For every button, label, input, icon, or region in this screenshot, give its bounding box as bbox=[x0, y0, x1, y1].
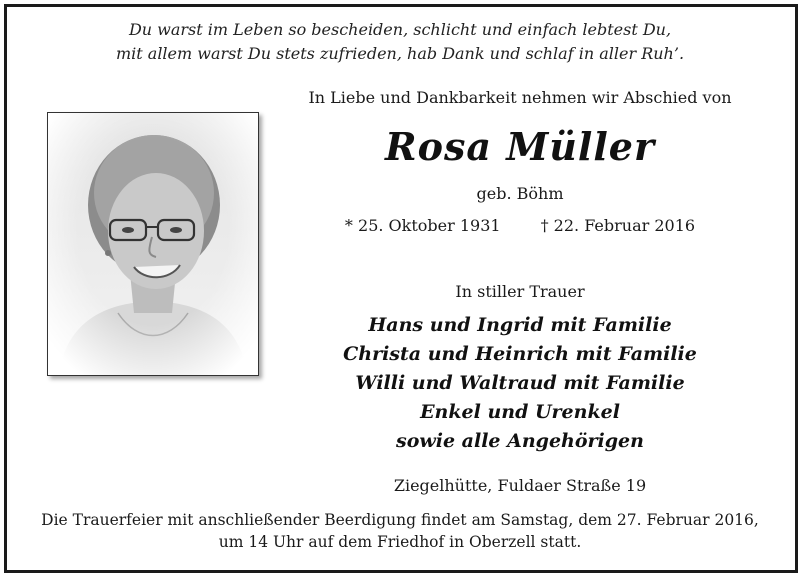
mourners-list bbox=[270, 311, 770, 456]
mourning-label: In stiller Trauer bbox=[455, 282, 585, 301]
family-address: Ziegelhütte, Fuldaer Straße 19 bbox=[393, 476, 647, 495]
deceased-name: Rosa Müller bbox=[385, 124, 655, 169]
mourner-line: Willi und Waltraud mit Familie bbox=[355, 372, 685, 394]
mourner-line: Enkel und Urenkel bbox=[420, 401, 620, 423]
service-line-2: um 14 Uhr auf dem Friedhof in Oberzell statt. bbox=[218, 533, 582, 551]
mourner-line: Christa und Heinrich mit Familie bbox=[343, 343, 697, 365]
poem-line-1: Du warst im Leben so bescheiden, schlicht und einfach lebtest Du, bbox=[128, 20, 672, 39]
funeral-service-info bbox=[0, 509, 800, 553]
birth-date: * 25. Oktober 1931 bbox=[344, 216, 501, 235]
maiden-name: geb. Böhm bbox=[476, 184, 564, 203]
poem bbox=[0, 18, 800, 66]
mourner-line: sowie alle Angehörigen bbox=[396, 430, 644, 452]
portrait-photo bbox=[47, 112, 259, 376]
farewell-intro: In Liebe und Dankbarkeit nehmen wir Abschied von bbox=[308, 88, 732, 107]
mourner-line: Hans und Ingrid mit Familie bbox=[368, 314, 672, 336]
portrait-image bbox=[48, 113, 258, 375]
death-date: † 22. Februar 2016 bbox=[540, 216, 696, 235]
poem-line-2: mit allem warst Du stets zufrieden, hab Dank und schlaf in aller Ruh’. bbox=[115, 44, 685, 63]
life-dates bbox=[270, 216, 770, 235]
service-line-1: Die Trauerfeier mit anschließender Beerdigung findet am Samstag, dem 27. Februar 2016, bbox=[41, 511, 759, 529]
